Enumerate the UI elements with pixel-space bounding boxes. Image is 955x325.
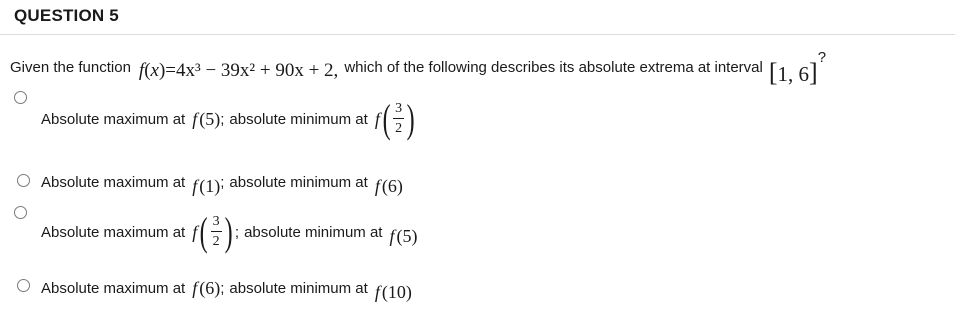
function-expression: =4x³ − 39x² + 90x + 2, [165, 60, 339, 81]
option-1-min-fn: f [374, 108, 380, 129]
interval-start: 1, [777, 62, 794, 86]
option-1-min-numerator: 3 [393, 102, 404, 119]
option-3-radio[interactable] [14, 206, 27, 219]
option-4-min-arg: (10) [381, 281, 412, 302]
option-1-max-arg: (5) [199, 108, 221, 129]
option-2-min-fn: f [374, 175, 380, 196]
option-1-separator: ; [220, 110, 225, 128]
option-2-max-label: Absolute maximum at [41, 173, 186, 191]
option-3-max-denominator: 2 [212, 234, 220, 249]
interval [769, 58, 818, 88]
option-1-text [41, 94, 418, 144]
question-stem [10, 49, 827, 87]
option-1-radio[interactable] [14, 91, 27, 104]
option-2-min-label: absolute minimum at [229, 173, 368, 191]
option-4-min-fn: f [374, 281, 380, 302]
option-1-max-fn: f [192, 108, 198, 129]
option-4-max-fn: f [192, 277, 198, 298]
option-1-max-label: Absolute maximum at [41, 110, 186, 128]
option-3-max-fraction: ( $\frac{3}{2}$ ) [199, 209, 233, 254]
option-4-max-label: Absolute maximum at [41, 279, 186, 297]
option-3-max-label: Absolute maximum at [41, 223, 186, 241]
option-4-text [41, 276, 412, 300]
option-2-max-arg: (1) [199, 175, 221, 196]
option-4-separator: ; [220, 279, 225, 297]
question-prefix: Given the function [10, 59, 131, 76]
option-4-min-label: absolute minimum at [229, 279, 368, 297]
option-3-min-fn: f [389, 225, 395, 246]
option-4-radio[interactable] [17, 279, 30, 292]
option-2-min-arg: (6) [381, 175, 403, 196]
option-2-text [41, 170, 403, 194]
option-2-radio[interactable] [17, 174, 30, 187]
option-1-min-denominator: 2 [395, 121, 403, 136]
option-4-max-arg: (6) [199, 277, 221, 298]
option-3-max-numerator: 3 [211, 215, 222, 232]
function-definition: f(x)=4x³ − 39x² + 90x + 2, [138, 60, 339, 81]
function-name: f [138, 60, 145, 81]
option-3-text [41, 207, 418, 257]
option-3-max-fn: f [192, 221, 198, 242]
option-2-max-fn: f [192, 175, 198, 196]
option-1-min-label: absolute minimum at [229, 110, 368, 128]
option-3-min-arg: (5) [396, 225, 418, 246]
interval-end: 6 [798, 62, 810, 86]
title-divider [0, 34, 955, 35]
question-suffix: ? [817, 49, 827, 66]
option-1-min-fraction: ( $\frac{3}{2}$ ) [382, 96, 415, 141]
option-3-separator: ; [234, 223, 240, 241]
option-2-separator: ; [220, 173, 225, 191]
interval-open-bracket: [ [768, 58, 778, 87]
question-middle: which of the following describes its absolute extrema at interval [344, 59, 763, 76]
function-variable: x [150, 60, 159, 81]
question-title: QUESTION 5 [14, 6, 119, 25]
option-3-min-label: absolute minimum at [244, 223, 383, 241]
interval-close-bracket: ] [809, 58, 818, 87]
